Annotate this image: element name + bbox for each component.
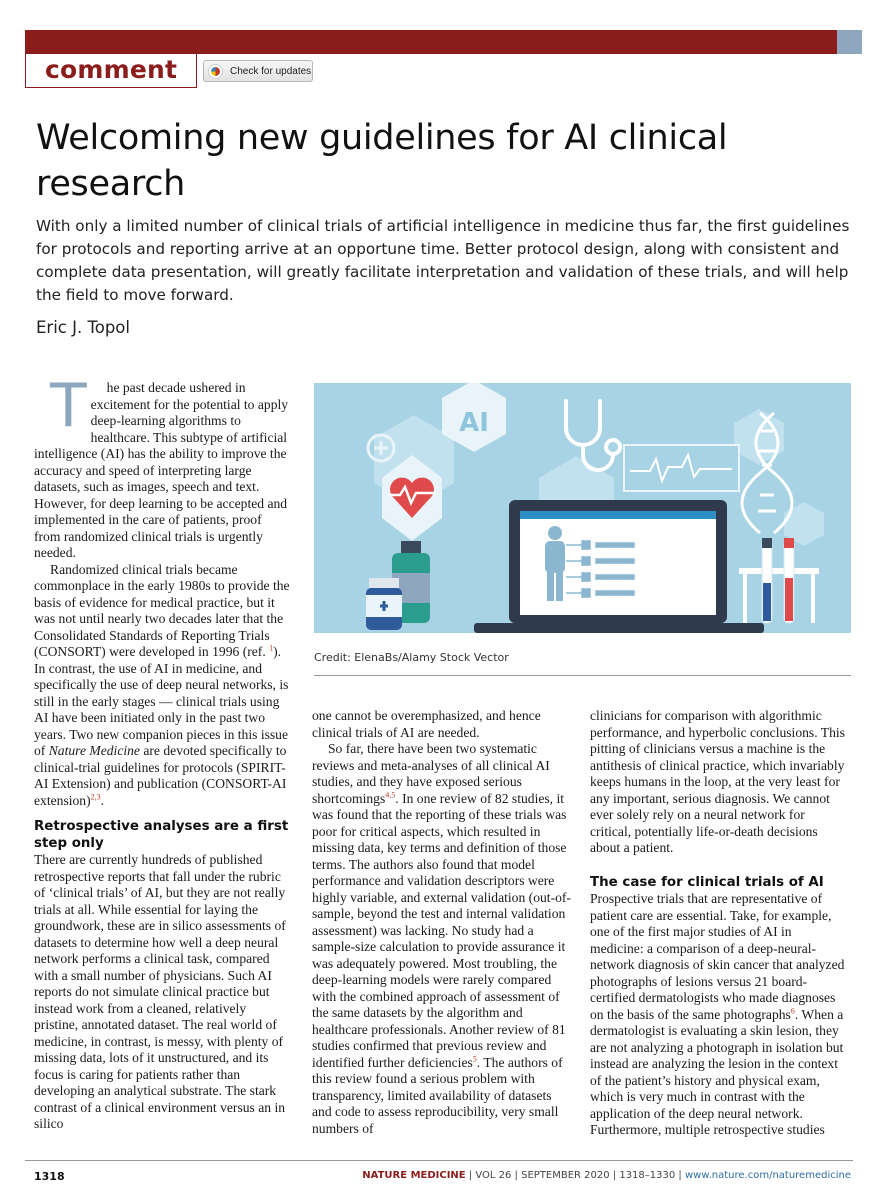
standfirst: With only a limited number of clinical trials of artificial intelligence in medicine thus far, the first guidelines for protocols and reporting arrive at an opportune time. Better protocol design, along with consistent and complete data presentation, will greatly facilitate interpretation and validation of these trials, and will help the field to move forward. [36,217,850,304]
paragraph-clinicians: clinicians for comparison with algorithmic performance, and hyperbolic conclusions. This pitting of clinicians versus a machine is the antithesis of clinical practice, which invariably keeps humans in the loop, at the very least for any important, serious diagnosis. We cannot ever solely rely on a neural network for critical, potentially life-or-death decisions about a patient. [590,708,845,855]
text: are devoted specifically to clinical-trial guidelines for protocols (SPIRIT-AI Extension) and publication (CONSORT-AI extension) [34,743,287,808]
section-label: comment [45,55,178,84]
heading-case-for-trials: The case for clinical trials of AI [590,874,824,890]
article-title: Welcoming new guidelines for AI clinical research [36,118,728,204]
check-for-updates-button[interactable] [203,60,313,82]
reference-link[interactable]: 4,5 [385,789,396,799]
text: . [100,792,105,808]
journal-url[interactable]: www.nature.com/naturemedicine [684,1170,851,1181]
column-2 [312,708,574,1137]
figure-credit: Credit: ElenaBs/Alamy Stock Vector [314,651,509,664]
header-bar [25,30,837,54]
footer-divider [25,1160,853,1161]
paragraph-consort [34,562,291,810]
paragraph-retrospective: There are currently hundreds of published retrospective reports that fall under the rubric of ‘clinical trials’ of AI, but they are not really trials at all. While essential for laying the groundwork, these are in silico assessments of datasets to determine how well a deep neural network performs a clinical task, compared with a small number of physicians. Such AI reports do not simulate clinical practice but instead work from a cleaned, relatively pristine, annotated dataset. The real world of medicine, in contrast, is messy, with plenty of missing data, lots of it unstructured, and its focus is caring for patients rather than developing an analytical substrate. The stark contrast of a clinical environment versus an in silico [34,852,286,1131]
text: . The authors of this review found a serious problem with transparency, limited availability of datasets and code to assess reproducibility, very small numbers of [312,1054,563,1136]
paragraph-intro [34,371,291,562]
text: So far, there have been two systematic reviews and meta-analyses of all clinical AI studies, and they have exposed serious shortcomings [312,741,550,806]
paragraph-case [590,891,848,1139]
ai-label: AI [459,408,489,438]
column-3 [590,708,848,1139]
check-for-updates-label: Check for updates [230,65,312,77]
heading-retrospective: Retrospective analyses are a first step only [34,819,289,851]
text: Prospective trials that are representative of patient care are essential. Take, for example, one of the first major studies of AI in medicine: a comparison of a deep-neural-network diagnosis of skin cancer that analyzed photographs of lesions versus 21 board-certified dermatologists who made diagnoses on the basis of the same photographs [590,891,845,1022]
laptop-base [474,623,764,633]
illustration [314,383,851,633]
paragraph-reviews [312,741,574,1137]
text: . When a dermatologist is evaluating a skin lesion, they are not analyzing a photograph in isolation but instead are analyzing the lesion in the context of the patient’s history and physical exam, which is very much in contrast with the application of the deep neural network. Furthermore, multiple retrospective studies [590,1006,844,1137]
reference-link[interactable]: 6 [790,1005,795,1015]
ai-medicine-illustration [314,383,851,633]
intro-text: he past decade ushered in excitement for the potential to apply deep-learning algorithms to healthcare. This subtype of artificial intelligence (AI) has the ability to improve the accuracy and speed of interpreting large datasets, such as images, speech and text. However, for deep learning to be accepted and implemented in the care of patients, proof from randomized clinical trials is urgently needed. [34,380,289,560]
text: Randomized clinical trials became commonplace in the early 1980s to provide the basis of evidence for medical practice, but it was not until nearly two decades later that the Consolidated Standards of Reporting Trials (CONSORT) were developed in 1996 (ref. [34,561,290,659]
crossmark-icon [209,65,222,78]
header-bar-tab [837,30,862,54]
reference-link[interactable]: 5 [472,1053,477,1063]
issue-info: | VOL 26 | SEPTEMBER 2020 | 1318–1330 | [465,1170,685,1181]
author-name: Eric J. Topol [36,318,130,337]
reference-link[interactable]: 2,3 [90,791,101,801]
figure-divider [314,675,851,676]
dropcap: T [50,371,87,441]
column-1 [34,371,291,1133]
text: ). In contrast, the use of AI in medicine, and specifically the use of deep neural networks, is still in the early stages — clinical trials using AI have been initiated only in the past two years. Two new companion pieces in this issue of [34,644,289,758]
footer-citation [362,1170,851,1181]
journal-name: Nature Medicine [48,743,140,758]
text: . In one review of 82 studies, it was found that the reporting of these trials was poor for critical aspects, which resulted in missing data, key terms and definition of those terms. The authors also found that model performance and validation descriptors were highly variable, and external validation (out-of-sample, beyond the test and internal validation assessment) was lacking. No study had a sample-size calculation to provide assurance it was adequately powered. Most troubling, the deep-learning models were rarely compared with the combined approach of assessment of the same datasets by the algorithm and healthcare professionals. Another review of 81 studies confirmed that previous review and identified further deficiencies [312,790,571,1070]
page-number: 1318 [34,1170,65,1183]
paragraph-continued: one cannot be overemphasized, and hence clinical trials of AI are needed. [312,708,541,740]
journal-title: NATURE MEDICINE [362,1170,466,1181]
reference-link[interactable]: 1 [269,643,274,653]
